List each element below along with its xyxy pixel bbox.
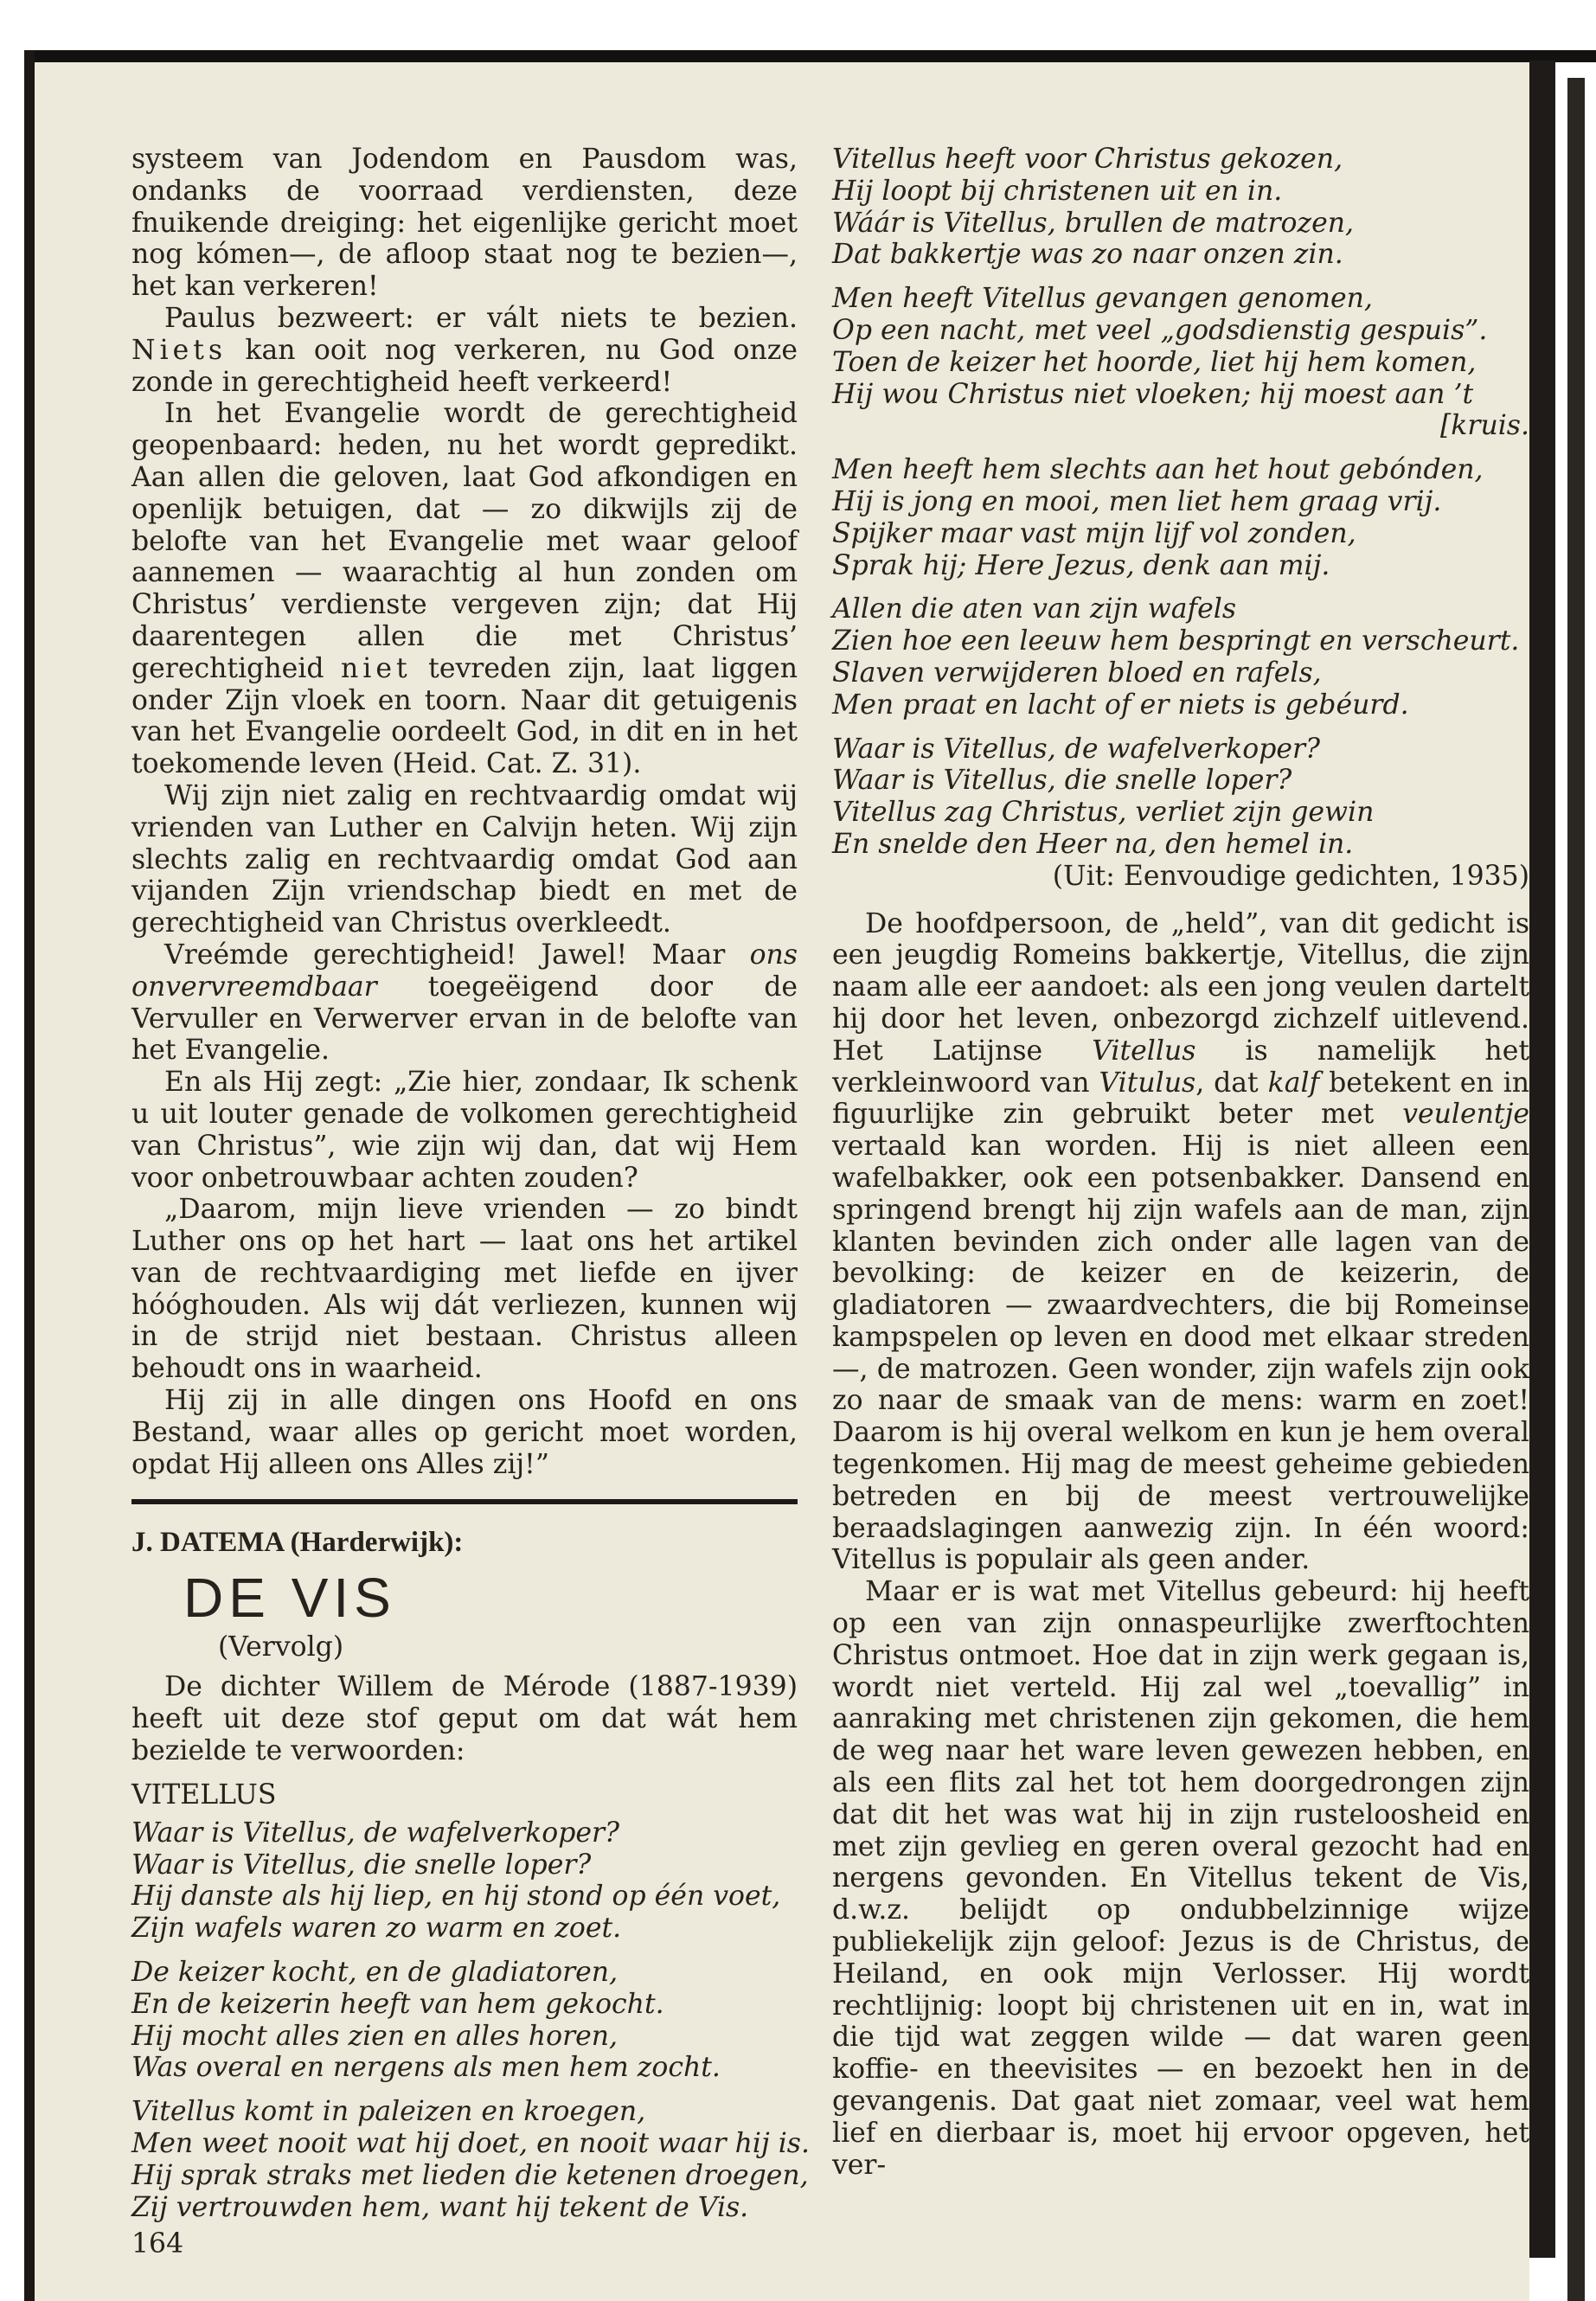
poem-line: Hij danste als hij liep, en hij stond op één voet, [131, 1881, 781, 1913]
scan-border-top [24, 50, 1596, 62]
poem-line: Men weet nooit wat hij doet, en nooit waar hij is. [131, 2128, 810, 2160]
poem-line: Waar is Vitellus, de wafelverkoper? [832, 733, 1320, 765]
poem-stanza [832, 144, 1529, 271]
paragraph: Hij zij in alle dingen ons Hoofd en ons Bestand, waar alles op gericht moet worden, opdat Hij alleen ons Alles zij!” [131, 1385, 798, 1480]
poem-line: Slaven verwijderen bloed en rafels, [832, 657, 1322, 689]
article-subtitle: (Vervolg) [218, 1631, 344, 1663]
right-column [832, 144, 1529, 2181]
poem-line: Zijn wafels waren zo warm en zoet. [131, 1913, 622, 1945]
paragraph: Vreémde gerechtigheid! Jawel! Maar ons onvervreemdbaar toegeëigend door de Vervuller en Verwerver ervan in de belofte van het Evangelie. [131, 939, 798, 1067]
paragraph: systeem van Jodendom en Pausdom was, ondanks de voorraad verdiensten, deze fnuikende dreiging: het eigenlijke gericht moet nog kómen—, de afloop staat nog te bezien—, het kan verkeren! [131, 144, 798, 303]
poem-source: (Uit: Eenvoudige gedichten, 1935) [1052, 860, 1529, 892]
scan-border-left [24, 50, 35, 2301]
poem-line: Hij is jong en mooi, men liet hem graag vrij. [832, 485, 1442, 517]
poem-title: VITELLUS [131, 1779, 277, 1811]
poem-line: Op een nacht, met veel „godsdienstig gespuis”. [832, 314, 1488, 346]
poem-line: Was overal en nergens als men hem zocht. [131, 2052, 721, 2084]
paragraph: In het Evangelie wordt de gerechtigheid geopenbaard: heden, nu het wordt gepredikt. Aan allen die geloven, laat God afkondigen en openlijk betuigen, dat — zo dikwijls zij de belofte van het Evangelie met waar geloof aannemen — waarachtig al hun zonden om Christus’ verdienste vergeven zijn; dat Hij daarentegen allen die met Christus’ gerechtigheid niet tevreden zijn, laat liggen onder Zijn vloek en toorn. Naar dit getuigenis van het Evangelie oordeelt God, in dit en in het toekomende leven (Heid. Cat. Z. 31). [131, 398, 798, 780]
poem-line: Vitellus zag Christus, verliet zijn gewin [832, 797, 1375, 829]
poem-stanza [131, 2096, 810, 2223]
poem-line: En snelde den Heer na, den hemel in. [832, 828, 1354, 860]
poem-line: Zij vertrouwden hem, want hij tekent de Vis. [131, 2191, 749, 2223]
paragraph: De hoofdpersoon, de „held”, van dit gedicht is een jeugdig Romeins bakkertje, Vitellus, die zijn naam alle eer aandoet: als een jong veulen dartelt hij door het leven, onbezorgd zichzelf uitlevend. Het Latijnse Vitellus is namelijk het verkleinwoord van Vitulus, dat kalf betekent en in figuurlijke zin gebruikt beter met veulentje vertaald kan worden. Hij is niet alleen een wafelbakker, ook een potsenbakker. Dansend en springend brengt hij zijn wafels aan de man, zijn klanten bevinden zich onder alle lagen van de bevolking: de keizer en de keizerin, de gladiatoren — zwaardvechters, die bij Romeinse kampspelen op leven en dood met elkaar streden —, de matrozen. Geen wonder, zijn wafels zijn ook zo naar de smaak van de mens: warm en zoet! Daarom is hij overal welkom en kun je hem overal tegenkomen. Hij mag de meest geheime gebieden betreden en bij de meest vertrouwelijke beraadslagingen aanwezig zijn. In één woord: Vitellus is populair als geen ander. [832, 907, 1529, 1576]
paragraph: De dichter Willem de Mérode (1887-1939) heeft uit deze stof geput om dat wát hem bezielde te verwoorden: [131, 1671, 798, 1767]
poem-line: Vitellus heeft voor Christus gekozen, [832, 144, 1343, 175]
poem-stanza [832, 283, 1529, 442]
poem-stanza [131, 1817, 798, 1945]
poem-line: Dat bakkertje was zo naar onzen zin. [832, 239, 1343, 271]
poem-line: En de keizerin heeft van hem gekocht. [131, 1988, 664, 2020]
poem-line: Sprak hij; Here Jezus, denk aan mij. [832, 549, 1330, 581]
left-column [131, 144, 810, 2260]
poem-line: De keizer kocht, en de gladiatoren, [131, 1957, 619, 1989]
poem-line: Men heeft Vitellus gevangen genomen, [832, 283, 1373, 315]
poem-line: Hij mocht alles zien en alles horen, [131, 2020, 619, 2052]
section-divider [131, 1499, 798, 1504]
poem-line: Waar is Vitellus, die snelle loper? [832, 765, 1292, 797]
scan-border-right [1529, 61, 1555, 2258]
paragraph: Paulus bezweert: er vált niets te bezien. Niets kan ooit nog verkeren, nu God onze zonde in gerechtigheid heeft verkeerd! [131, 302, 798, 398]
poem-line: Waar is Vitellus, de wafelverkoper? [131, 1817, 619, 1849]
article-author: J. DATEMA (Harderwijk): [131, 1527, 464, 1559]
poem-stanza [832, 734, 1529, 861]
poem-stanza [832, 593, 1529, 721]
poem-line-continuation: [kruis. [1440, 410, 1529, 442]
poem-line: Zien hoe een leeuw hem bespringt en verscheurt. [832, 625, 1520, 657]
poem-line: Toen de keizer het hoorde, liet hij hem komen, [832, 346, 1477, 378]
paragraph: En als Hij zegt: „Zie hier, zondaar, Ik schenk u uit louter genade de volkomen gerechtigheid van Christus”, wie zijn wij dan, dat wij Hem voor onbetrouwbaar achten zouden? [131, 1067, 798, 1194]
poem-line: Hij sprak straks met lieden die ketenen droegen, [131, 2159, 809, 2191]
paragraph: Maar er is wat met Vitellus gebeurd: hij heeft op een van zijn onnaspeurlijke zwerftochten Christus ontmoet. Hoe dat in zijn werk gegaan is, wordt niet verteld. Hij zal wel „toevallig” in aanraking met christenen zijn gekomen, die hem de weg naar het ware leven gewezen hebben, en als een flits zal het tot hem doorgedrongen zijn dat dit het was wat hij in zijn rusteloosheid en met zijn gevlieg en geren overal gezocht had en nergens gevonden. En Vitellus tekent de Vis, d.w.z. belijdt op ondubbelzinnige wijze publiekelijk zijn geloof: Jezus is de Christus, de Heiland, en ook mijn Verlosser. Hij wordt rechtlijnig: loopt bij christenen uit en in, wat in die tijd wat zeggen wilde — dat waren geen koffie- en theevisites — en bezoekt hen in de gevangenis. Dat gaat niet zomaar, veel wat hem lief en dierbaar is, moet hij ervoor opgeven, het ver- [832, 1576, 1529, 2181]
poem-stanza [832, 454, 1529, 581]
scan-border-spine [1567, 78, 1585, 2301]
poem-line: Waar is Vitellus, die snelle loper? [131, 1849, 592, 1881]
paragraph: „Daarom, mijn lieve vrienden — zo bindt Luther ons op het hart — laat ons het artikel van de rechtvaardiging met liefde en ijver hóóghouden. Als wij dát verliezen, kunnen wij in de strijd niet bestaan. Christus alleen behoudt ons in waarheid. [131, 1194, 798, 1385]
poem-line: Hij wou Christus niet vloeken; hij moest aan ’t [832, 378, 1474, 410]
poem-stanza [131, 1957, 798, 2084]
poem-line: Wáár is Vitellus, brullen de matrozen, [832, 207, 1355, 239]
poem-line: Hij loopt bij christenen uit en in. [832, 175, 1283, 207]
paragraph: Wij zijn niet zalig en rechtvaardig omdat wij vrienden van Luther en Calvijn heten. Wij zijn slechts zalig en rechtvaardig omdat God aan vijanden Zijn vriendschap biedt en met de gerechtigheid van Christus overkleedt. [131, 779, 798, 939]
poem-line: Allen die aten van zijn wafels [832, 593, 1237, 625]
poem-line: Spijker maar vast mijn lijf vol zonden, [832, 517, 1356, 549]
poem-line: Men praat en lacht of er niets is gebéurd. [832, 689, 1409, 721]
poem-line: Vitellus komt in paleizen en kroegen, [131, 2096, 646, 2128]
poem-line: Men heeft hem slechts aan het hout gebónden, [832, 454, 1484, 486]
article-title: DE VIS [183, 1567, 396, 1630]
page-number: 164 [131, 2228, 184, 2260]
